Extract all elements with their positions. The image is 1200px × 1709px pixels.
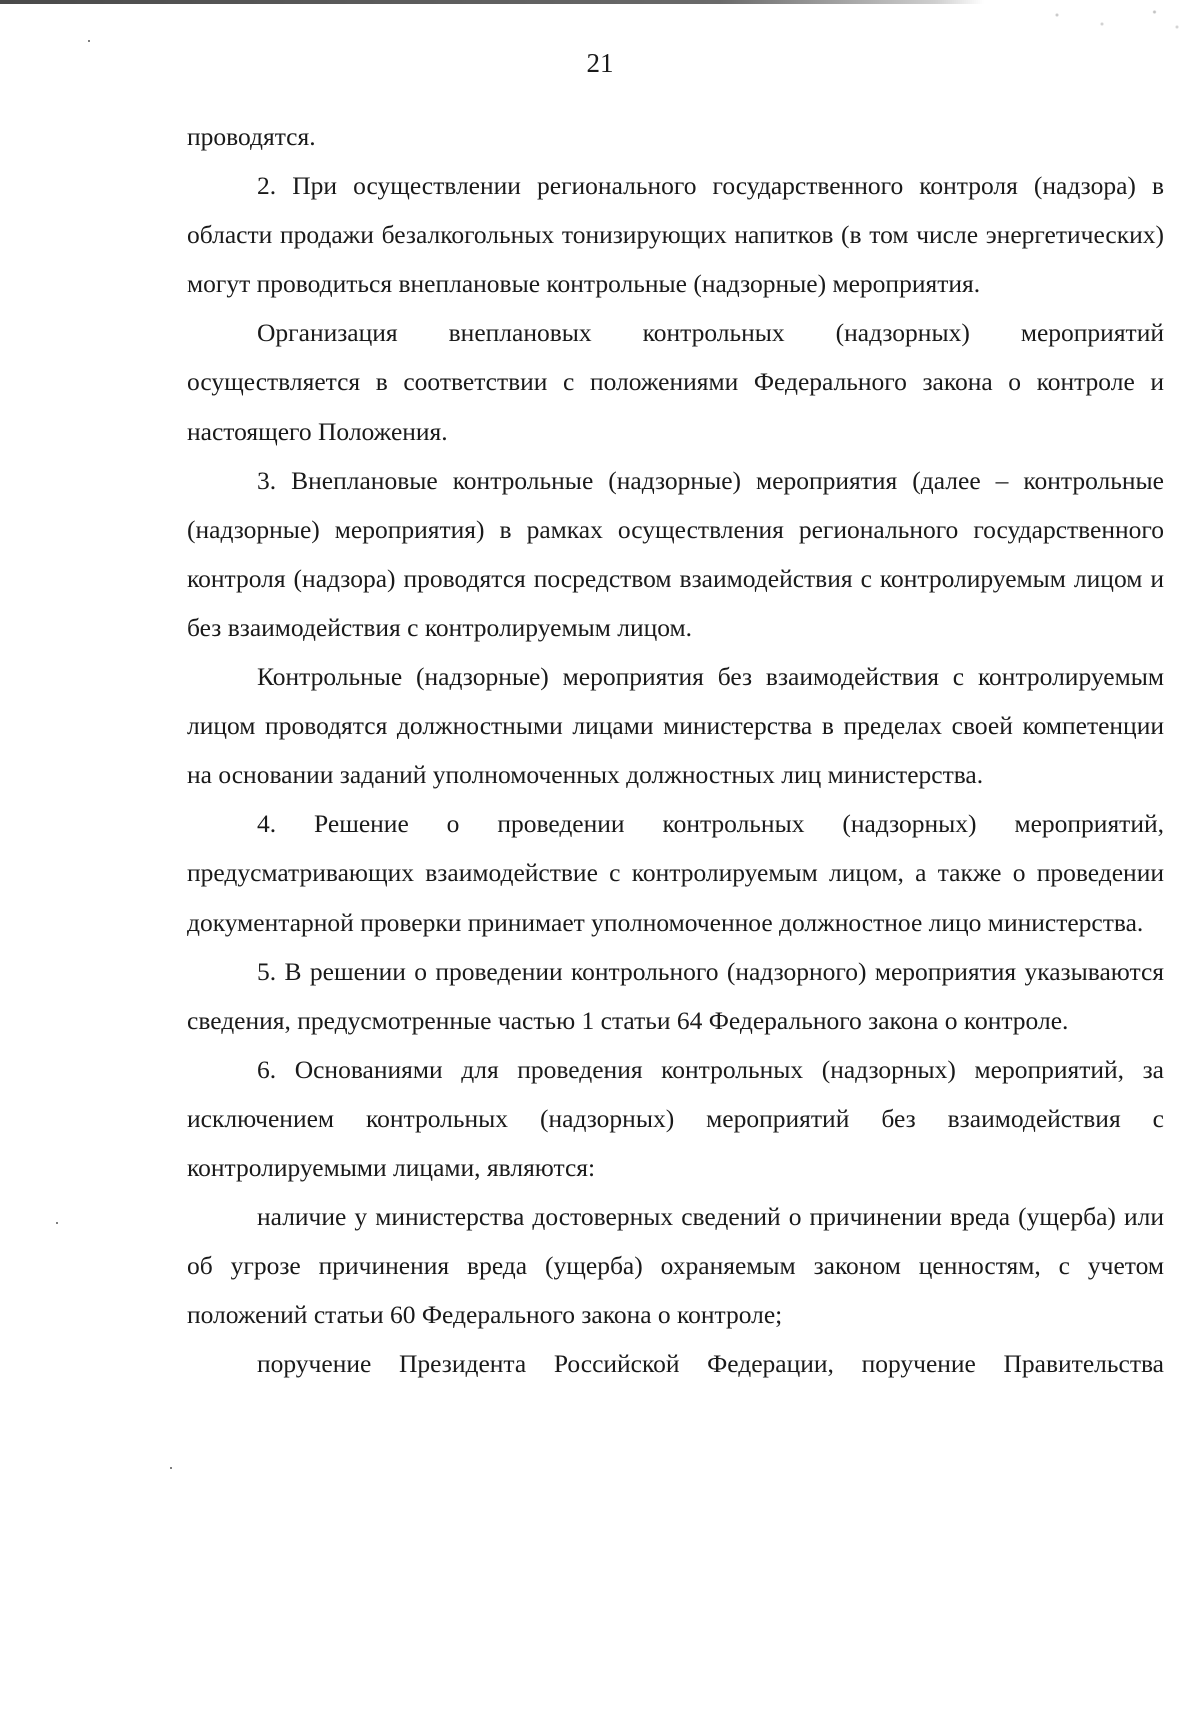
paragraph-continuation: проводятся.	[187, 122, 316, 151]
scan-speck	[170, 1467, 172, 1469]
paragraph-item-2: 2. При осуществлении регионального государственного контроля (надзора) в области продажи безалкогольных тонизирующих напитков (в том числе энергетических) могут проводиться внеплановые контрольные (надзорные) мероприятия.	[187, 171, 1164, 299]
scan-speck	[56, 1222, 58, 1224]
document-body	[187, 112, 1164, 1388]
paragraph-item-4: 4. Решение о проведении контрольных (надзорных) мероприятий, предусматривающих взаимодействие с контролируемым лицом, а также о проведении документарной проверки принимает уполномоченное должностное лицо министерства.	[187, 809, 1164, 937]
paragraph-item-5: 5. В решении о проведении контрольного (надзорного) мероприятия указываются сведения, предусмотренные частью 1 статьи 64 Федерального закона о контроле.	[187, 956, 1164, 1035]
paragraph-without-interaction: Контрольные (надзорные) мероприятия без взаимодействия с контролируемым лицом проводятся должностными лицами министерства в пределах своей компетенции на основании заданий уполномоченных должностных лиц министерства.	[187, 662, 1164, 790]
scan-top-edge	[0, 0, 1200, 4]
paragraph-item-3: 3. Внеплановые контрольные (надзорные) мероприятия (далее – контрольные (надзорные) мероприятия) в рамках осуществления регионального государственного контроля (надзора) проводятся посредством взаимодействия с контролируемым лицом и без взаимодействия с контролируемым лицом.	[187, 465, 1164, 642]
scan-noise	[1042, 6, 1192, 36]
paragraph-organization: Организация внеплановых контрольных (надзорных) мероприятий осуществляется в соответствии с положениями Федерального закона о контроле и настоящего Положения.	[187, 318, 1164, 446]
scan-speck	[88, 40, 90, 42]
paragraph-item-6: 6. Основаниями для проведения контрольных (надзорных) мероприятий, за исключением контрольных (надзорных) мероприятий без взаимодействия с контролируемыми лицами, являются:	[187, 1054, 1164, 1182]
paragraph-ground-order: поручение Президента Российской Федерации, поручение Правительства	[257, 1349, 1164, 1379]
paragraph-ground-harm: наличие у министерства достоверных сведений о причинении вреда (ущерба) или об угрозе причинения вреда (ущерба) охраняемым законом ценностям, с учетом положений статьи 60 Федерального закона о контроле;	[187, 1202, 1164, 1330]
page-number: 21	[586, 48, 614, 78]
